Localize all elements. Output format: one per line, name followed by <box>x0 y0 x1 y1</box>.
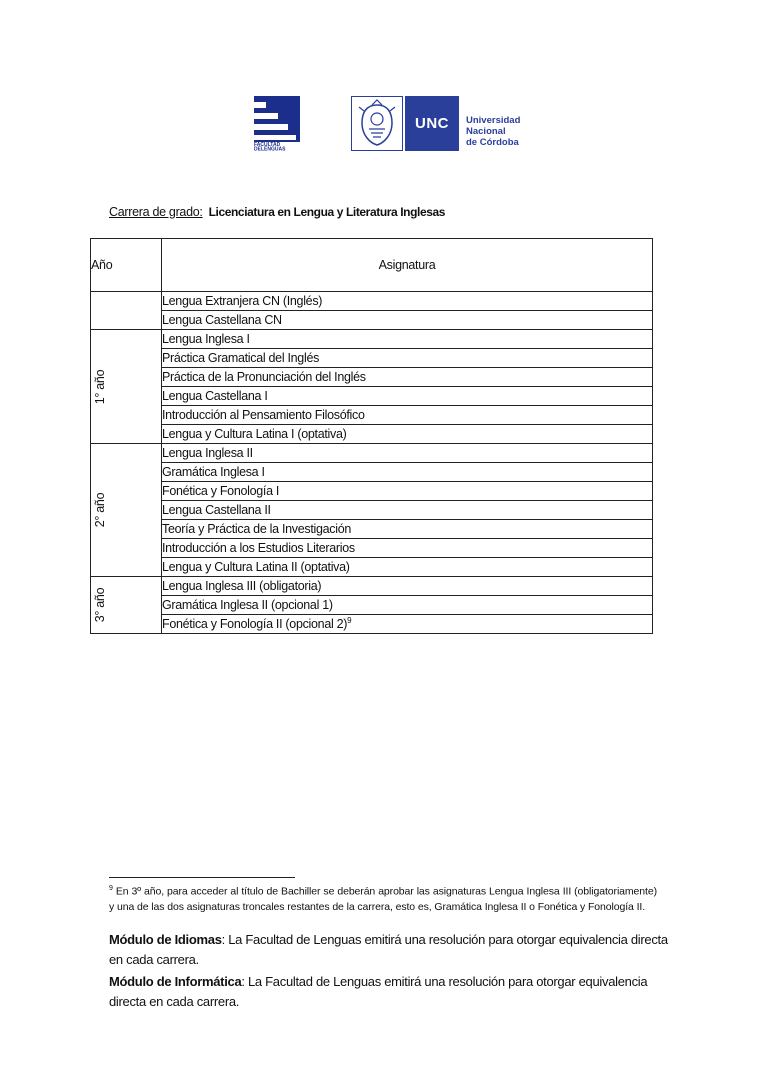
header-subject: Asignatura <box>162 239 653 292</box>
subject-cell: Lengua Inglesa III (obligatoria) <box>162 577 653 596</box>
career-name: Licenciatura en Lengua y Literatura Inglesas <box>208 205 446 219</box>
module-informatica <box>109 972 669 1012</box>
unc-logo <box>351 96 527 153</box>
table-row <box>91 406 653 425</box>
table-row <box>91 501 653 520</box>
subject-cell: Lengua y Cultura Latina I (optativa) <box>162 425 653 444</box>
year-cell-cn <box>91 292 162 330</box>
module-text: : La Facultad de Lenguas emitirá una resolución para otorgar equivalencia directa en cada carrera. <box>109 974 648 1009</box>
footnote-separator <box>109 877 295 878</box>
subject-cell <box>162 615 653 634</box>
table-row <box>91 615 653 634</box>
footnote-text: En 3º año, para acceder al título de Bachiller se deberán aprobar las asignaturas Lengua Inglesa III (obligatoriamente) y una de las dos asignaturas troncales restantes de la carrera, esto es, Gramática Inglesa II o Fonética y Fonología II. <box>109 885 657 913</box>
facultad-de-lenguas-logo <box>252 96 302 154</box>
subject-cell: Fonética y Fonología I <box>162 482 653 501</box>
year-cell-1 <box>91 330 162 444</box>
subject-cell: Introducción al Pensamiento Filosófico <box>162 406 653 425</box>
subject-text: Fonética y Fonología II (opcional 2) <box>162 617 348 631</box>
subject-cell: Práctica de la Pronunciación del Inglés <box>162 368 653 387</box>
table-row <box>91 425 653 444</box>
module-title: Módulo de Idiomas <box>109 932 222 947</box>
subject-cell: Teoría y Práctica de la Investigación <box>162 520 653 539</box>
subject-cell: Lengua Castellana II <box>162 501 653 520</box>
year-label-3: 3° año <box>93 587 107 623</box>
year-label-2: 2° año <box>93 492 107 528</box>
table-row <box>91 368 653 387</box>
table-row <box>91 558 653 577</box>
table-row <box>91 482 653 501</box>
subject-cell: Gramática Inglesa I <box>162 463 653 482</box>
subject-cell: Lengua Extranjera CN (Inglés) <box>162 292 653 311</box>
module-text: : La Facultad de Lenguas emitirá una resolución para otorgar equivalencia directa en cada carrera. <box>109 932 668 967</box>
table-row <box>91 539 653 558</box>
unc-name-line-1: Universidad <box>466 115 521 126</box>
table-row <box>91 444 653 463</box>
header-year: Año <box>91 239 162 292</box>
unc-full-name <box>466 115 536 148</box>
table-header-row <box>91 239 653 292</box>
year-cell-3 <box>91 577 162 634</box>
subject-cell: Gramática Inglesa II (opcional 1) <box>162 596 653 615</box>
footnote <box>109 881 657 915</box>
table-row <box>91 596 653 615</box>
footnote-marker: 9 <box>109 885 113 892</box>
subject-cell: Práctica Gramatical del Inglés <box>162 349 653 368</box>
unc-crest-icon <box>351 96 403 151</box>
unc-name-line-3: de Córdoba <box>466 137 519 148</box>
logo-text-line-3: LENGUAS <box>261 146 286 153</box>
subject-cell: Lengua Inglesa II <box>162 444 653 463</box>
table-row <box>91 292 653 311</box>
subject-cell: Introducción a los Estudios Literarios <box>162 539 653 558</box>
module-idiomas <box>109 930 669 970</box>
unc-name-line-2: Nacional <box>466 126 506 137</box>
table-row <box>91 463 653 482</box>
year-cell-2 <box>91 444 162 577</box>
logo-text-line-2: DE <box>254 146 261 153</box>
year-label-1: 1° año <box>93 369 107 404</box>
career-line <box>109 205 445 219</box>
subject-cell: Lengua y Cultura Latina II (optativa) <box>162 558 653 577</box>
table-row <box>91 330 653 349</box>
footnote-ref: 9 <box>347 615 352 625</box>
table-row <box>91 387 653 406</box>
table-row <box>91 349 653 368</box>
table-row <box>91 577 653 596</box>
module-title: Módulo de Informática <box>109 974 242 989</box>
logo-text-line-1: FACULTAD <box>254 142 281 148</box>
subject-cell: Lengua Castellana I <box>162 387 653 406</box>
subject-cell: Lengua Inglesa I <box>162 330 653 349</box>
table-row <box>91 520 653 539</box>
career-label: Carrera de grado: <box>109 205 203 219</box>
subjects-table <box>90 238 653 634</box>
unc-abbrev: UNC <box>405 96 459 151</box>
table-row <box>91 311 653 330</box>
subject-cell: Lengua Castellana CN <box>162 311 653 330</box>
